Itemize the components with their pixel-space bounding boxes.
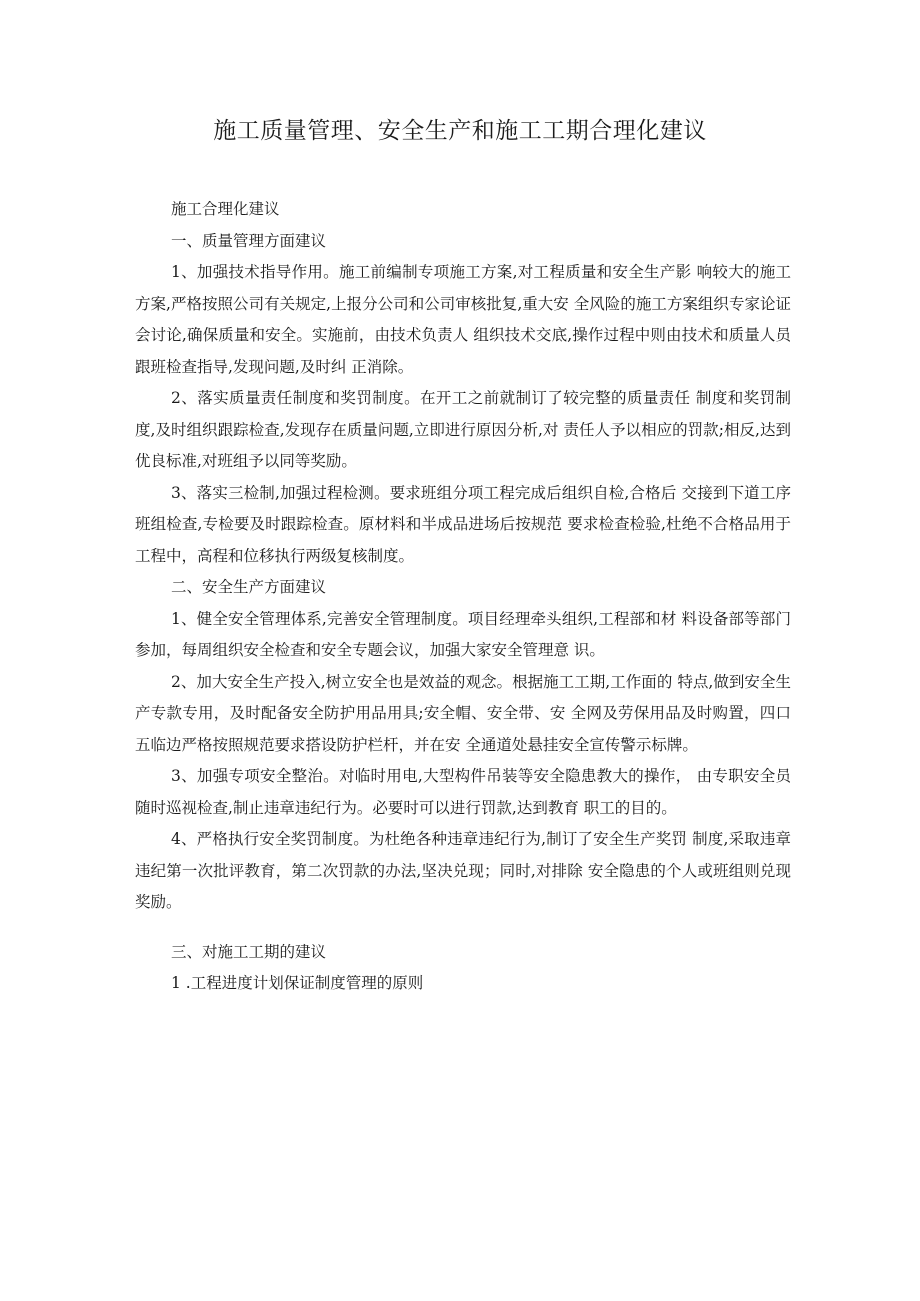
paragraph: 4、严格执行安全奖罚制度。为杜绝各种违章违纪行为,制订了安全生产奖罚 制度,采取违章违纪第一次批评教育，第二次罚款的办法,坚决兑现；同时,对排除 安全隐患的个人或班组则兑现奖励。 [135, 830, 791, 911]
paragraph: 1 .工程进度计划保证制度管理的原则 [171, 974, 424, 992]
paragraph: 3、落实三检制,加强过程检测。要求班组分项工程完成后组织自检,合格后 交接到下道工序班组检查,专检要及时跟踪检查。原材料和半成品进场后按规范 要求检查检验,杜绝不合格品用于工程中，高程和位移执行两级复核制度。 [135, 483, 791, 565]
document-body [135, 194, 791, 1000]
paragraph-heading: 施工合理化建议 [171, 200, 280, 218]
section-heading-safety: 二、安全生产方面建议 [171, 578, 327, 596]
section-heading-schedule: 三、对施工工期的建议 [171, 942, 327, 961]
paragraph: 3、加强专项安全整治。对临时用电,大型构件吊装等安全隐患教大的操作， 由专职安全员随时巡视检查,制止违章违纪行为。必要时可以进行罚款,达到教育 职工的目的。 [135, 767, 791, 817]
document-title: 施工质量管理、安全生产和施工工期合理化建议 [213, 118, 707, 144]
paragraph: 2、落实质量责任制度和奖罚制度。在开工之前就制订了较完整的质量责任 制度和奖罚制度,及时组织跟踪检查,发现存在质量问题,立即进行原因分析,对 责任人予以相应的罚款;相反,达到优良标准,对班组予以同等奖励。 [135, 389, 791, 470]
paragraph: 1、健全安全管理体系,完善安全管理制度。项目经理牵头组织,工程部和材 料设备部等部门参加，每周组织安全检查和安全专题会议，加强大家安全管理意 识。 [135, 609, 791, 659]
paragraph: 1、加强技术指导作用。施工前编制专项施工方案,对工程质量和安全生产影 响较大的施工方案,严格按照公司有关规定,上报分公司和公司审核批复,重大安 全风险的施工方案组织专家论证会讨论,确保质量和安全。实施前，由技术负责人 组织技术交底,操作过程中则由技术和质量人员跟班检查指导,发现问题,及时纠 正消除。 [135, 263, 791, 376]
section-heading-quality: 一、质量管理方面建议 [171, 231, 327, 250]
paragraph: 2、加大安全生产投入,树立安全也是效益的观念。根据施工工期,工作面的 特点,做到安全生产专款专用，及时配备安全防护用品用具;安全帽、安全带、安 全网及劳保用品及时购置，四口五临边严格按照规范要求搭设防护栏杆，并在安 全通道处悬挂安全宣传警示标牌。 [135, 672, 791, 754]
